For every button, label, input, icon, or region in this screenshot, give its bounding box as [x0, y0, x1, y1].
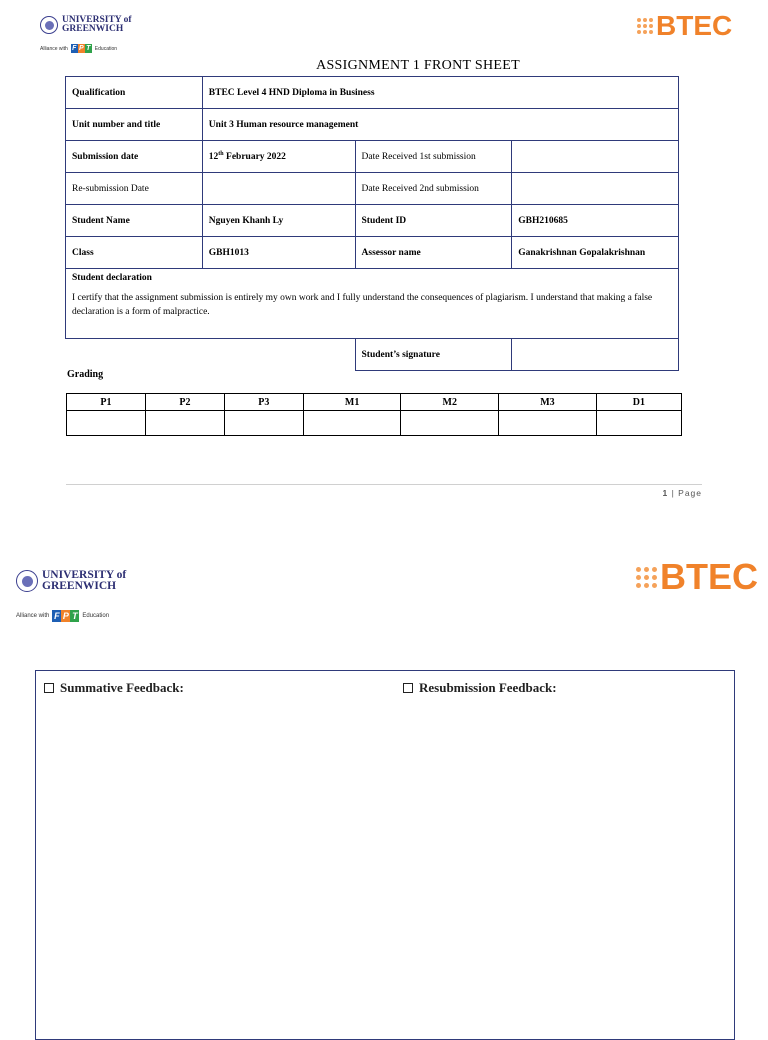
qualification-value: BTEC Level 4 HND Diploma in Business	[202, 77, 678, 109]
summative-checkbox-icon[interactable]	[44, 683, 54, 693]
assessor-label: Assessor name	[355, 237, 512, 269]
greenwich-logo	[40, 16, 132, 34]
front-sheet-table	[65, 76, 679, 371]
grade-p1-cell[interactable]	[67, 411, 146, 436]
btec-wordmark: BTEC	[656, 10, 733, 41]
received1-value[interactable]	[512, 141, 679, 173]
resubmission-checkbox-icon[interactable]	[403, 683, 413, 693]
greenwich-line2: GREENWICH	[42, 580, 117, 592]
received2-value[interactable]	[512, 173, 679, 205]
page-word: | Page	[671, 488, 702, 498]
alliance-suffix: Education	[82, 613, 110, 619]
feedback-box	[35, 670, 735, 1040]
footer-divider	[66, 484, 702, 485]
grading-label: Grading	[67, 369, 104, 380]
summative-feedback-label: Summative Feedback:	[60, 680, 184, 695]
grading-table	[66, 393, 682, 436]
row-resubmission	[66, 173, 679, 205]
greenwich-line1: UNIVERSITY of	[62, 15, 132, 25]
student-id-label: Student ID	[355, 205, 512, 237]
row-declaration	[66, 269, 679, 339]
row-class	[66, 237, 679, 269]
resubmission-feedback-heading	[403, 680, 557, 696]
grade-d1-cell[interactable]	[596, 411, 681, 436]
grade-m1-cell[interactable]	[303, 411, 401, 436]
grade-p1-header: P1	[67, 394, 146, 411]
submission-day-suffix: th	[218, 150, 224, 157]
grade-p2-cell[interactable]	[145, 411, 224, 436]
student-id-value: GBH210685	[512, 205, 679, 237]
declaration-text: I certify that the assignment submission is entirely my own work and I fully understand the consequences of plagiarism. I understand that making a false declaration is a form of malpractice.	[72, 293, 653, 317]
fpt-logo	[71, 44, 92, 53]
resubmission-feedback-label: Resubmission Feedback:	[419, 680, 557, 695]
class-label: Class	[66, 237, 203, 269]
grade-m2-header: M2	[401, 394, 499, 411]
submission-value	[202, 141, 355, 173]
alliance-suffix: Education	[94, 45, 118, 52]
grade-m3-cell[interactable]	[499, 411, 597, 436]
btec-logo	[636, 10, 732, 42]
greenwich-line2: GREENWICH	[62, 24, 124, 34]
unit-value: Unit 3 Human resource management	[202, 109, 678, 141]
fpt-letter-f: F	[72, 45, 77, 52]
submission-label: Submission date	[66, 141, 203, 173]
fpt-logo	[52, 610, 79, 622]
page-number-value: 1	[662, 488, 669, 498]
greenwich-line1: UNIVERSITY of	[42, 569, 127, 581]
signature-spacer	[66, 339, 356, 371]
qualification-label: Qualification	[66, 77, 203, 109]
grading-value-row	[67, 411, 682, 436]
grade-m3-header: M3	[499, 394, 597, 411]
fpt-letter-p: P	[78, 45, 84, 52]
btec-dots-icon	[636, 17, 654, 35]
unit-label: Unit number and title	[66, 109, 203, 141]
fpt-letter-t: T	[86, 45, 91, 52]
greenwich-crest-icon	[16, 570, 38, 592]
greenwich-crest-icon	[40, 16, 58, 34]
grade-p2-header: P2	[145, 394, 224, 411]
fpt-alliance-logo-page2	[16, 610, 109, 622]
fpt-letter-p: P	[62, 611, 69, 621]
alliance-prefix: Alliance with	[16, 613, 50, 619]
received1-label: Date Received 1st submission	[355, 141, 512, 173]
grade-m2-cell[interactable]	[401, 411, 499, 436]
alliance-prefix: Alliance with	[40, 45, 68, 52]
greenwich-logo-page2	[16, 570, 126, 592]
btec-logo-page2	[634, 556, 758, 598]
resubmission-label: Re-submission Date	[66, 173, 203, 205]
btec-wordmark: BTEC	[660, 556, 758, 597]
grade-p3-cell[interactable]	[224, 411, 303, 436]
fpt-letter-t: T	[72, 611, 78, 621]
grade-m1-header: M1	[303, 394, 401, 411]
assessor-value: Ganakrishnan Gopalakrishnan	[512, 237, 679, 269]
row-submission	[66, 141, 679, 173]
fpt-alliance-logo	[40, 44, 117, 53]
row-signature	[66, 339, 679, 371]
student-name-value: Nguyen Khanh Ly	[202, 205, 355, 237]
fpt-letter-f: F	[54, 611, 60, 621]
resubmission-value[interactable]	[202, 173, 355, 205]
page-title: ASSIGNMENT 1 FRONT SHEET	[316, 58, 520, 73]
signature-value[interactable]	[512, 339, 679, 371]
row-unit	[66, 109, 679, 141]
grading-header-row	[67, 394, 682, 411]
grade-p3-header: P3	[224, 394, 303, 411]
btec-dots-icon	[634, 565, 658, 589]
submission-month-year: February 2022	[223, 152, 286, 163]
class-value: GBH1013	[202, 237, 355, 269]
row-qualification	[66, 77, 679, 109]
declaration-title: Student declaration	[72, 273, 152, 283]
grade-d1-header: D1	[596, 394, 681, 411]
summative-feedback-heading	[44, 680, 184, 696]
row-student	[66, 205, 679, 237]
page-number	[600, 488, 702, 498]
student-name-label: Student Name	[66, 205, 203, 237]
signature-label: Student’s signature	[355, 339, 512, 371]
received2-label: Date Received 2nd submission	[355, 173, 512, 205]
submission-day: 12	[208, 152, 219, 163]
declaration-cell	[66, 269, 679, 339]
